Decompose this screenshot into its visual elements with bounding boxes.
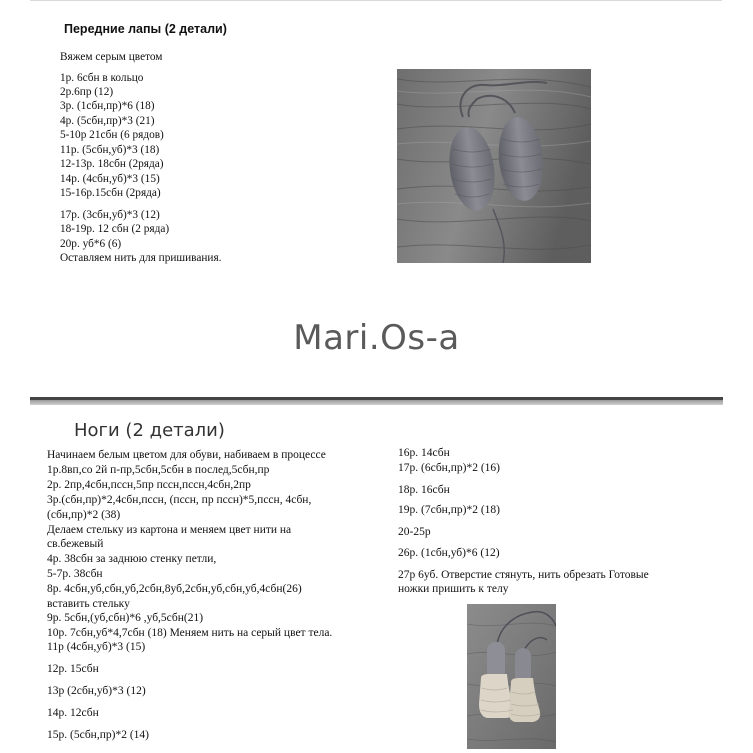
legs-line: 15р. (5сбн,пр)*2 (14) (47, 729, 149, 741)
legs-line: 9р. 5сбн,(уб,сбн)*6 ,уб,5сбн(21) (47, 612, 204, 624)
paw-row: 11р. (5сбн,уб)*3 (18) (60, 144, 160, 156)
paw-row: Оставляем нить для пришивания. (60, 252, 222, 264)
legs-line: 3р.(сбн,пр)*2,4сбн,псcн, (псcн, пр псcн)*5,псcн, 4сбн, (47, 494, 312, 506)
paw-row: 2р.6пр (12) (60, 86, 114, 98)
legs-line: вставить стельку (47, 598, 130, 610)
legs-line: 5-7р. 38сбн (47, 568, 103, 580)
photo-front-paws (397, 69, 591, 263)
legs-line: 8р. 4сбн,уб,сбн,уб,2сбн,8уб,2сбн,уб,сбн,уб,4сбн(26) (47, 583, 302, 595)
legs-line: 16р. 14сбн (398, 447, 450, 459)
legs-line: (сбн,пр)*2 (38) (47, 509, 121, 521)
photo-legs (467, 604, 556, 749)
legs-line: ножки пришить к телу (398, 583, 509, 595)
section-title-front-paws: Передние лапы (2 детали) (64, 22, 227, 36)
paw-row: 15-16р.15сбн (2ряда) (60, 187, 161, 199)
paw-row: 14р. (4сбн,уб)*3 (15) (60, 173, 160, 185)
color-note: Вяжем серым цветом (60, 51, 163, 63)
legs-line: 1р.8вп,со 2й п-пр,5сбн,5сбн в послед,5сбн,пр (47, 464, 270, 476)
paw-row: 1р. 6сбн в кольцо (60, 72, 144, 84)
legs-line: 26р. (1сбн,уб)*6 (12) (398, 547, 500, 559)
paw-row: 18-19р. 12 сбн (2 ряда) (60, 223, 170, 235)
paw-rows (60, 71, 360, 271)
legs-line: 17р. (6сбн,пр)*2 (16) (398, 462, 500, 474)
paw-row: 20р. уб*6 (6) (60, 238, 122, 250)
paw-row: 5-10р 21сбн (6 рядов) (60, 129, 164, 141)
legs-line: 10р. 7сбн,уб*4,7сбн (18) Меняем нить на серый цвет тела. (47, 627, 333, 639)
legs-right-column (398, 446, 718, 606)
legs-line: 20-25р (398, 526, 431, 538)
legs-left-column (47, 448, 397, 748)
legs-line: 18р. 16сбн (398, 484, 450, 496)
legs-line: Делаем стельку из картона и меняем цвет нити на (47, 524, 292, 536)
legs-line: 14р. 12сбн (47, 707, 99, 719)
paw-row: 17р. (3сбн,уб)*3 (12) (60, 209, 160, 221)
legs-line: 11р (4сбн,уб)*3 (15) (47, 641, 146, 653)
legs-line: 4р. 38сбн за заднюю стенку петли, (47, 553, 217, 565)
section-divider (30, 397, 723, 405)
legs-line: 27р 6уб. Отверстие стянуть, нить обрезать Готовые (398, 569, 649, 581)
legs-line: 19р. (7сбн,пр)*2 (18) (398, 504, 500, 516)
paw-row: 3р. (1сбн,пр)*6 (18) (60, 100, 155, 112)
paw-row: 4р. (5сбн,пр)*3 (21) (60, 115, 155, 127)
watermark-text: Mari.Os-a (293, 318, 460, 358)
legs-line: 12р. 15сбн (47, 663, 99, 675)
legs-line: Начинаем белым цветом для обуви, набиваем в процессе (47, 449, 326, 461)
paw-row: 12-13р. 18сбн (2ряда) (60, 158, 164, 170)
legs-line: 2р. 2пр,4сбн,псcн,5пр псcн,псcн,4сбн,2пр (47, 479, 251, 491)
section-title-legs: Ноги (2 детали) (74, 420, 225, 441)
legs-line: св.бежевый (47, 538, 104, 550)
legs-line: 13р (2сбн,уб)*3 (12) (47, 685, 146, 697)
top-rule (30, 0, 722, 1)
